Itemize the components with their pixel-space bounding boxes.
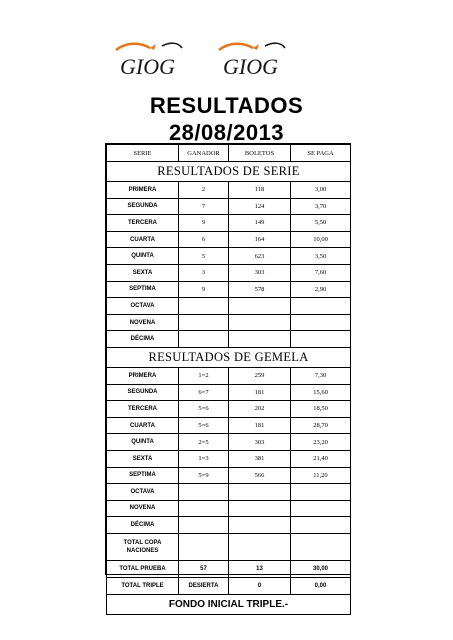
gemela-row bbox=[107, 484, 351, 501]
boletos-cell: 578 bbox=[229, 281, 291, 298]
copa-label-line2: NACIONES bbox=[126, 547, 159, 554]
pago-cell: 15,60 bbox=[291, 384, 351, 401]
total-prueba-pago: 30,00 bbox=[291, 560, 351, 577]
total-prueba-row bbox=[107, 560, 351, 577]
boletos-cell bbox=[229, 517, 291, 534]
race-label: DÉCIMA bbox=[107, 517, 179, 534]
pago-cell: 3,00 bbox=[291, 182, 351, 199]
gemela-row bbox=[107, 450, 351, 467]
serie-row bbox=[107, 314, 351, 331]
serie-results bbox=[107, 182, 351, 348]
footer-note: FONDO INICIAL TRIPLE.- bbox=[107, 594, 351, 614]
boletos-cell: 124 bbox=[229, 198, 291, 215]
logo-bar bbox=[0, 36, 453, 88]
pago-cell: 3,50 bbox=[291, 248, 351, 265]
race-label: OCTAVA bbox=[107, 298, 179, 315]
race-label: QUINTA bbox=[107, 434, 179, 451]
boletos-cell bbox=[229, 484, 291, 501]
race-label: NOVENA bbox=[107, 314, 179, 331]
copa-row bbox=[107, 533, 351, 560]
copa-label-line1: TOTAL COPA bbox=[123, 539, 162, 546]
pago-cell: 21,40 bbox=[291, 450, 351, 467]
ganador-cell: 9 bbox=[179, 215, 229, 232]
copa-boletos bbox=[229, 533, 291, 560]
boletos-cell: 149 bbox=[229, 215, 291, 232]
ganador-cell: 2=5 bbox=[179, 434, 229, 451]
race-label: CUARTA bbox=[107, 231, 179, 248]
race-label: OCTAVA bbox=[107, 484, 179, 501]
pago-cell bbox=[291, 314, 351, 331]
boletos-cell: 181 bbox=[229, 384, 291, 401]
gemela-row bbox=[107, 517, 351, 534]
logo-text: GIOG bbox=[223, 54, 278, 79]
pago-cell bbox=[291, 517, 351, 534]
pago-cell: 28,70 bbox=[291, 417, 351, 434]
race-label: SEXTA bbox=[107, 450, 179, 467]
section-title-serie: RESULTADOS DE SERIE bbox=[107, 162, 351, 182]
ganador-cell bbox=[179, 331, 229, 348]
boletos-cell bbox=[229, 500, 291, 517]
race-label: SEGUNDA bbox=[107, 198, 179, 215]
pago-cell: 11,20 bbox=[291, 467, 351, 484]
header-row bbox=[107, 145, 351, 162]
serie-row bbox=[107, 231, 351, 248]
ganador-cell bbox=[179, 484, 229, 501]
ganador-cell: 2 bbox=[179, 182, 229, 199]
serie-row bbox=[107, 331, 351, 348]
pago-cell bbox=[291, 484, 351, 501]
ganador-cell: 5=9 bbox=[179, 467, 229, 484]
serie-row bbox=[107, 215, 351, 232]
serie-row bbox=[107, 264, 351, 281]
col-header-boletos: BOLETOS bbox=[229, 145, 291, 162]
ganador-cell: 7 bbox=[179, 198, 229, 215]
copa-label bbox=[107, 533, 179, 560]
col-header-ganador: GANADOR bbox=[179, 145, 229, 162]
total-triple-label: TOTAL TRIPLE bbox=[107, 577, 179, 594]
race-label: QUINTA bbox=[107, 248, 179, 265]
boletos-cell: 381 bbox=[229, 450, 291, 467]
gemela-row bbox=[107, 401, 351, 418]
race-label: SEPTIMA bbox=[107, 467, 179, 484]
race-label: TERCERA bbox=[107, 215, 179, 232]
total-triple-boletos: 0 bbox=[229, 577, 291, 594]
pago-cell: 10,00 bbox=[291, 231, 351, 248]
ganador-cell bbox=[179, 298, 229, 315]
copa-ganador bbox=[179, 533, 229, 560]
results-table bbox=[106, 144, 351, 615]
serie-row bbox=[107, 198, 351, 215]
pago-cell bbox=[291, 331, 351, 348]
boletos-cell: 118 bbox=[229, 182, 291, 199]
pago-cell: 5,50 bbox=[291, 215, 351, 232]
ganador-cell: 5 bbox=[179, 248, 229, 265]
boletos-cell: 566 bbox=[229, 467, 291, 484]
gemela-row bbox=[107, 367, 351, 384]
ganador-cell: 1=2 bbox=[179, 367, 229, 384]
ganador-cell bbox=[179, 314, 229, 331]
gemela-row bbox=[107, 384, 351, 401]
ganador-cell: 9 bbox=[179, 281, 229, 298]
race-label: DÉCIMA bbox=[107, 331, 179, 348]
race-label: NOVENA bbox=[107, 500, 179, 517]
pago-cell: 7,30 bbox=[291, 367, 351, 384]
col-header-se-paga: SE PAGA bbox=[291, 145, 351, 162]
page-title: RESULTADOS bbox=[149, 93, 304, 118]
race-label: SEPTIMA bbox=[107, 281, 179, 298]
gemela-row bbox=[107, 417, 351, 434]
total-triple-pago: 0,00 bbox=[291, 577, 351, 594]
brand-logo bbox=[213, 36, 293, 88]
serie-row bbox=[107, 298, 351, 315]
gemela-results bbox=[107, 367, 351, 533]
boletos-cell: 303 bbox=[229, 434, 291, 451]
boletos-cell bbox=[229, 314, 291, 331]
race-label: PRIMERA bbox=[107, 182, 179, 199]
ganador-cell: 6 bbox=[179, 231, 229, 248]
gemela-row bbox=[107, 467, 351, 484]
pago-cell bbox=[291, 500, 351, 517]
boletos-cell bbox=[229, 331, 291, 348]
serie-row bbox=[107, 248, 351, 265]
boletos-cell: 623 bbox=[229, 248, 291, 265]
boletos-cell: 303 bbox=[229, 264, 291, 281]
gemela-row bbox=[107, 500, 351, 517]
ganador-cell: 5=6 bbox=[179, 417, 229, 434]
pago-cell: 23,20 bbox=[291, 434, 351, 451]
ganador-cell: 6=7 bbox=[179, 384, 229, 401]
boletos-cell: 164 bbox=[229, 231, 291, 248]
race-label: PRIMERA bbox=[107, 367, 179, 384]
race-label: SEGUNDA bbox=[107, 384, 179, 401]
results-sheet bbox=[105, 143, 351, 610]
ganador-cell: 3 bbox=[179, 264, 229, 281]
boletos-cell: 202 bbox=[229, 401, 291, 418]
ganador-cell bbox=[179, 500, 229, 517]
ganador-cell: 1=3 bbox=[179, 450, 229, 467]
boletos-cell bbox=[229, 298, 291, 315]
pago-cell bbox=[291, 298, 351, 315]
total-prueba-ganador: 57 bbox=[179, 560, 229, 577]
section-title-gemela: RESULTADOS DE GEMELA bbox=[107, 347, 351, 367]
col-header-serie: SERIE bbox=[107, 145, 179, 162]
total-triple-row bbox=[107, 577, 351, 594]
total-prueba-boletos: 13 bbox=[229, 560, 291, 577]
brand-logo bbox=[110, 36, 190, 88]
serie-row bbox=[107, 182, 351, 199]
copa-pago bbox=[291, 533, 351, 560]
ganador-cell: 5=6 bbox=[179, 401, 229, 418]
ganador-cell bbox=[179, 517, 229, 534]
gemela-row bbox=[107, 434, 351, 451]
total-triple-ganador: DESIERTA bbox=[179, 577, 229, 594]
race-label: CUARTA bbox=[107, 417, 179, 434]
pago-cell: 2,90 bbox=[291, 281, 351, 298]
boletos-cell: 181 bbox=[229, 417, 291, 434]
pago-cell: 18,50 bbox=[291, 401, 351, 418]
pago-cell: 3,70 bbox=[291, 198, 351, 215]
results-date: 28/08/2013 bbox=[168, 120, 285, 145]
total-prueba-label: TOTAL PRUEBA bbox=[107, 560, 179, 577]
logo-text: GIOG bbox=[120, 54, 175, 79]
race-label: SEXTA bbox=[107, 264, 179, 281]
race-label: TERCERA bbox=[107, 401, 179, 418]
serie-row bbox=[107, 281, 351, 298]
boletos-cell: 259 bbox=[229, 367, 291, 384]
pago-cell: 7,60 bbox=[291, 264, 351, 281]
